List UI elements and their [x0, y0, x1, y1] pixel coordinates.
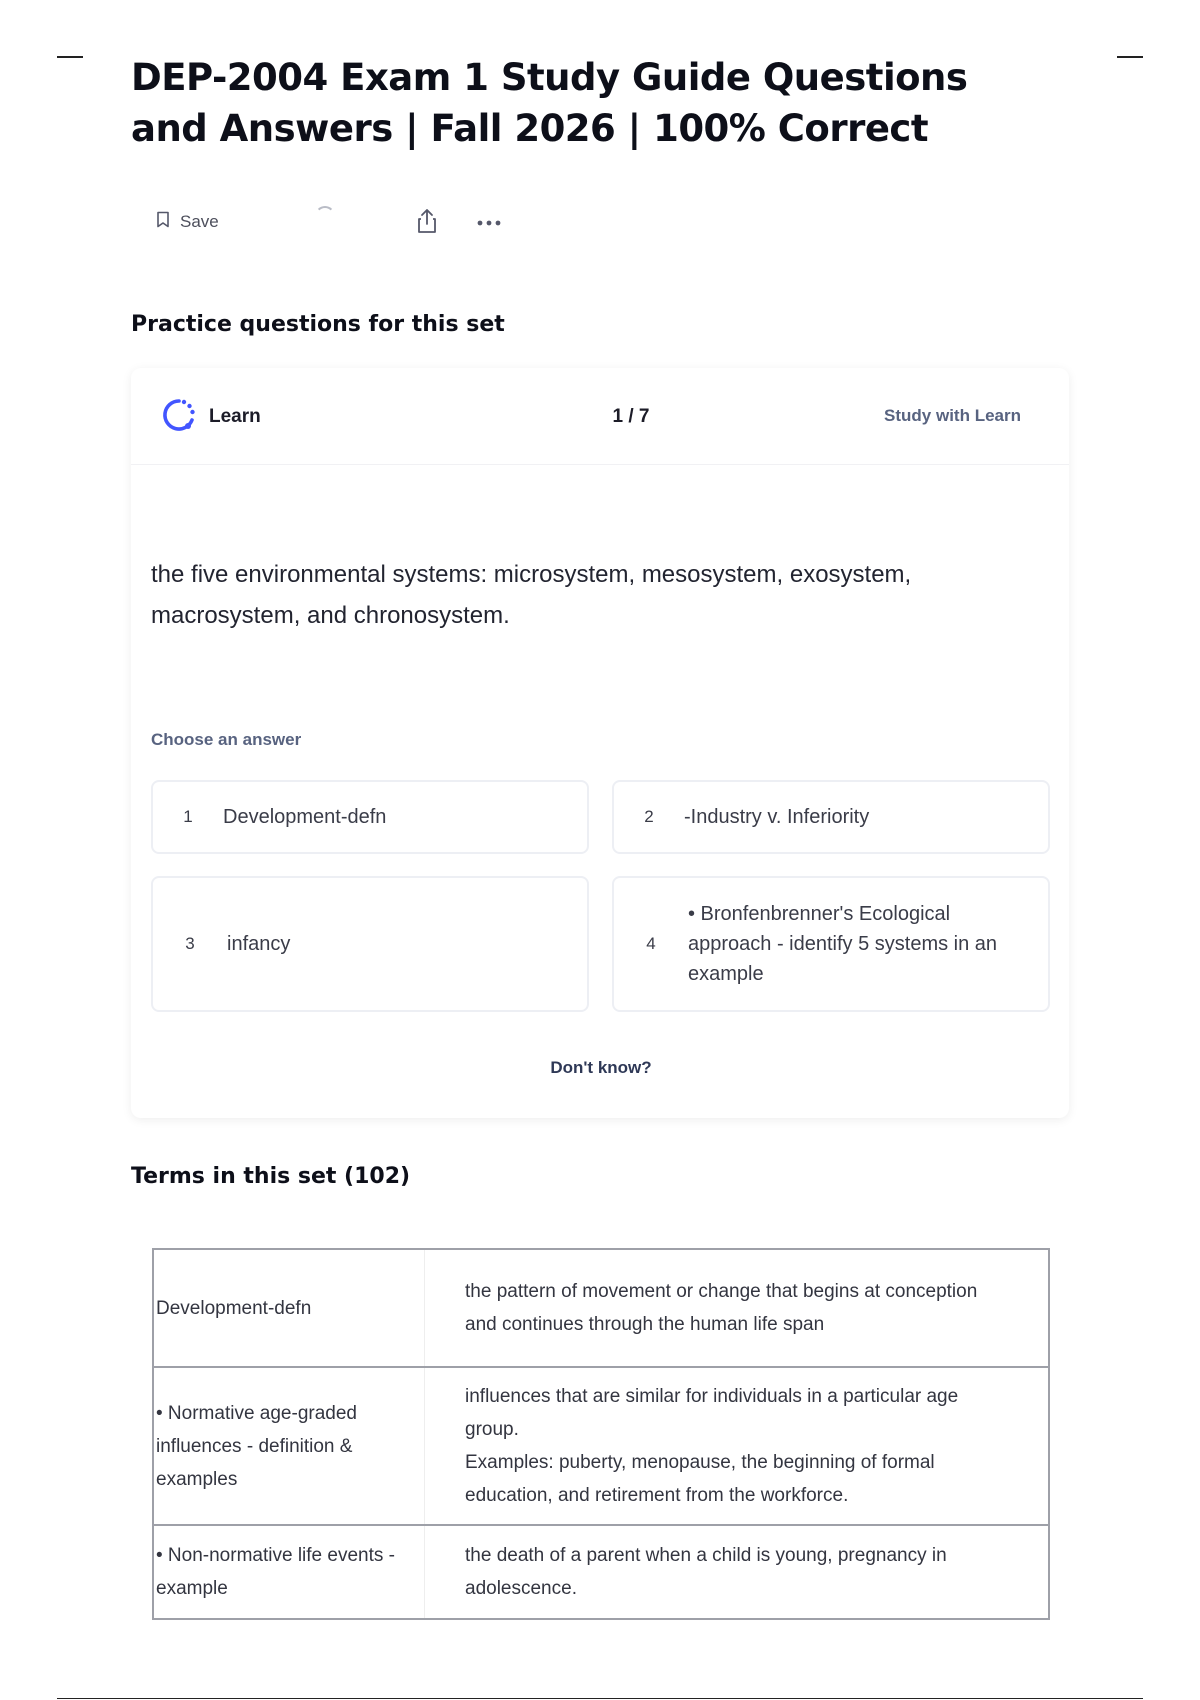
option-number: 1 [183, 807, 193, 826]
terms-table [152, 1248, 1050, 1620]
question-progress: 1 / 7 [612, 406, 650, 427]
definition-cell [425, 1525, 1050, 1619]
definition-cell [425, 1367, 1050, 1525]
study-with-learn-link[interactable]: Study with Learn [884, 406, 1021, 425]
practice-heading: Practice questions for this set [131, 312, 505, 337]
definition-text: the death of a parent when a child is young, pregnancy in adolescence. [465, 1545, 947, 1599]
terms-heading: Terms in this set (102) [131, 1164, 411, 1189]
option-number: 4 [646, 934, 656, 953]
choose-answer-label: Choose an answer [151, 730, 302, 749]
table-row [153, 1249, 1049, 1367]
answer-option-1[interactable] [151, 780, 589, 854]
option-text: • Bronfenbrenner's Ecological approach - identify 5 systems in an example [688, 903, 998, 985]
definition-text: influences that are similar for individuals in a particular age group. [465, 1386, 959, 1440]
learn-icon [161, 397, 197, 438]
save-button[interactable] [156, 204, 219, 240]
table-row [153, 1525, 1049, 1619]
option-text: Development-defn [223, 806, 387, 828]
option-text: -Industry v. Inferiority [684, 806, 870, 828]
table-row [153, 1367, 1049, 1525]
learn-mode [161, 398, 261, 436]
option-number: 2 [644, 807, 654, 826]
term-cell: • Normative age-graded influences - definition & examples [153, 1367, 425, 1525]
ellipsis-icon [476, 215, 502, 230]
term-cell: Development-defn [153, 1249, 425, 1367]
definition-cell [425, 1249, 1050, 1367]
corner-crop-mark-left [57, 56, 83, 58]
loading-spinner-icon [315, 204, 335, 240]
bookmark-icon [156, 211, 170, 233]
corner-crop-mark-right [1117, 56, 1143, 58]
answer-option-3[interactable] [151, 876, 589, 1012]
term-cell: • Non-normative life events - example [153, 1525, 425, 1619]
toolbar [150, 204, 530, 240]
page-title: DEP-2004 Exam 1 Study Guide Questions and Answers | Fall 2026 | 100% Correct [131, 56, 968, 150]
bottom-rule [57, 1698, 1143, 1699]
option-text: infancy [227, 933, 291, 955]
more-options-button[interactable] [476, 204, 502, 240]
definition-text: the pattern of movement or change that begins at conception and continues through the human life span [465, 1281, 978, 1335]
share-button[interactable] [416, 204, 438, 240]
learn-mode-label: Learn [209, 406, 261, 427]
answer-option-4[interactable] [612, 876, 1050, 1012]
save-label: Save [180, 212, 219, 231]
definition-examples: Examples: puberty, menopause, the beginning of formal education, and retirement from the workforce. [465, 1452, 935, 1506]
learn-card-header [131, 368, 1069, 465]
question-prompt: the five environmental systems: microsystem, mesosystem, exosystem, macrosystem, and chronosystem. [151, 561, 912, 629]
answer-option-2[interactable] [612, 780, 1050, 854]
option-number: 3 [185, 934, 195, 953]
learn-card [131, 368, 1069, 1118]
share-icon [416, 208, 438, 237]
dont-know-button[interactable]: Don't know? [511, 1058, 691, 1078]
